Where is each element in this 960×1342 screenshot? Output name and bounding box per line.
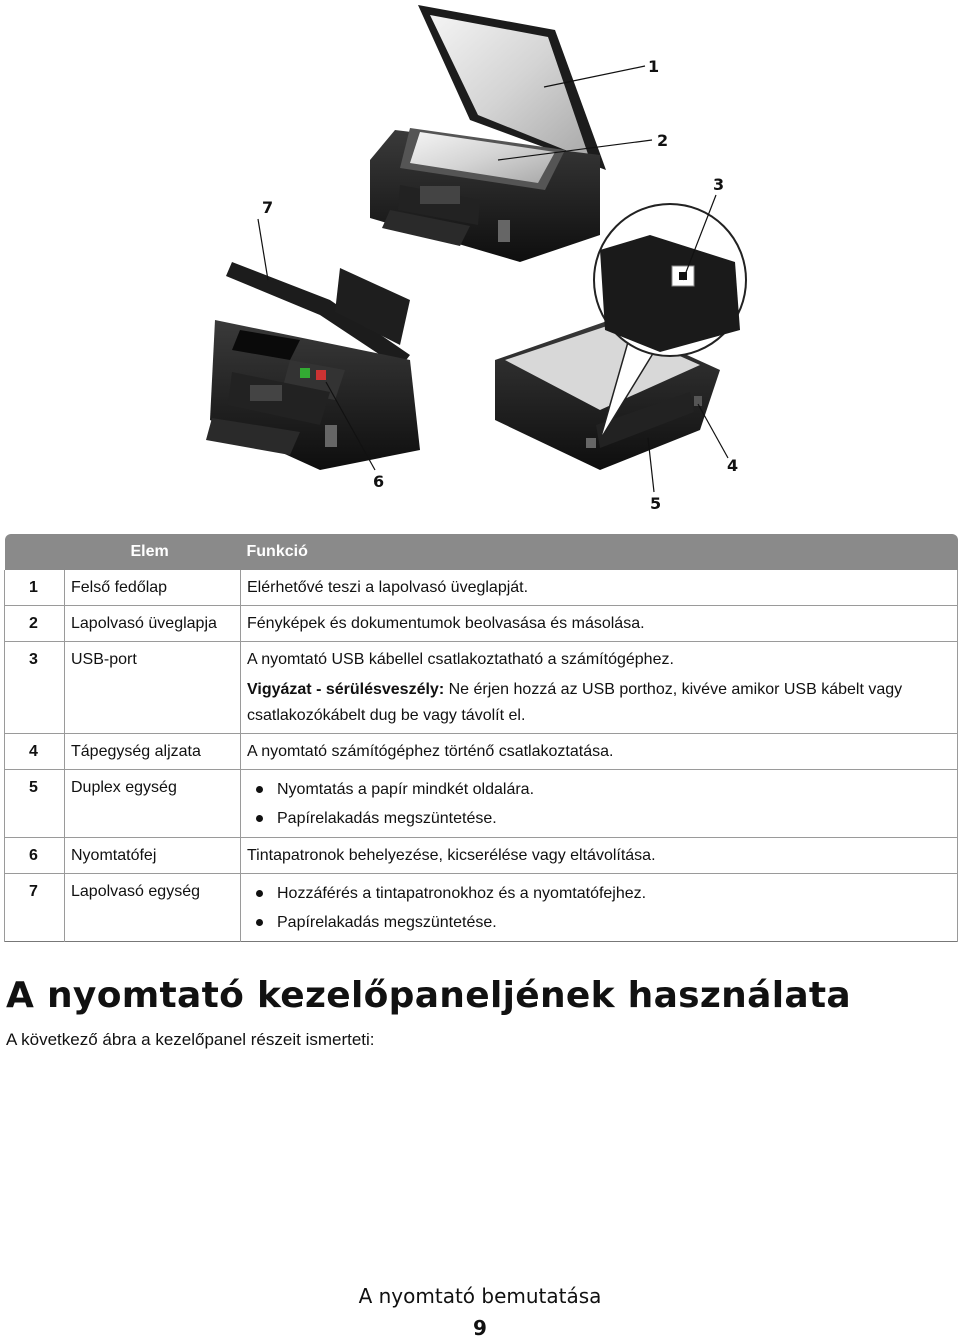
table-row [5,770,958,838]
row-number: 6 [5,838,65,874]
header-number-cell [5,534,65,570]
table-row [5,874,958,942]
footer-title: A nyomtató bemutatása [358,1284,602,1308]
row-number: 2 [5,606,65,642]
row-elem: USB-port [65,642,241,734]
row-number: 3 [5,642,65,734]
warning-text: Ne érjen hozzá az USB porthoz, kivéve amikor USB kábelt vagy csatlakozókábelt dug be vagy távolít el. [247,681,903,724]
table-row [5,570,958,606]
warning-label: Vigyázat - sérülésveszély: [247,681,445,698]
printer-illustration [0,0,960,530]
callout-1: 1 [648,57,660,76]
row-number: 5 [5,770,65,838]
row-elem: Nyomtatófej [65,838,241,874]
table-row [5,606,958,642]
row-elem: Lapolvasó üveglapja [65,606,241,642]
bullet-item: Papírelakadás megszüntetése. [277,908,953,937]
printer-scanner-raised-drawing [206,262,420,470]
callout-3: 3 [713,175,725,194]
callout-5: 5 [650,494,662,513]
table-header-row [5,534,958,570]
row-elem: Felső fedőlap [65,570,241,606]
header-elem: Elem [65,534,241,570]
parts-table [4,534,958,942]
row-func: Fényképek és dokumentumok beolvasása és másolása. [241,606,958,642]
row-func: Elérhetővé teszi a lapolvasó üveglapját. [241,570,958,606]
table-row [5,734,958,770]
row-func [241,770,958,838]
callout-4: 4 [727,456,739,475]
header-func: Funkció [241,534,958,570]
bullet-item: Papírelakadás megszüntetése. [277,804,953,833]
row-number: 7 [5,874,65,942]
row-elem: Tápegység aljzata [65,734,241,770]
row-number: 4 [5,734,65,770]
callout-6: 6 [373,472,385,491]
row-func: Tintapatronok behelyezése, kicserélése vagy eltávolítása. [241,838,958,874]
row-func-text: A nyomtató USB kábellel csatlakoztatható a számítógéphez. [247,651,674,668]
row-func: A nyomtató számítógéphez történő csatlakoztatása. [241,734,958,770]
row-elem: Duplex egység [65,770,241,838]
row-elem: Lapolvasó egység [65,874,241,942]
section-heading: A nyomtató kezelőpaneljének használata [6,975,852,1016]
bullet-list [247,879,953,937]
warning-note [247,677,953,729]
section-intro: A következő ábra a kezelőpanel részeit ismerteti: [6,1030,375,1049]
page-number: 9 [473,1316,487,1340]
printer-open-lid-drawing [370,5,606,262]
row-number: 1 [5,570,65,606]
table-row [5,642,958,734]
row-func [241,874,958,942]
bullet-list [247,775,953,833]
row-func [241,642,958,734]
bullet-item: Nyomtatás a papír mindkét oldalára. [277,775,953,804]
table-row [5,838,958,874]
bullet-item: Hozzáférés a tintapatronokhoz és a nyomtatófejhez. [277,879,953,908]
callout-7: 7 [262,198,274,217]
callout-2: 2 [657,131,669,150]
